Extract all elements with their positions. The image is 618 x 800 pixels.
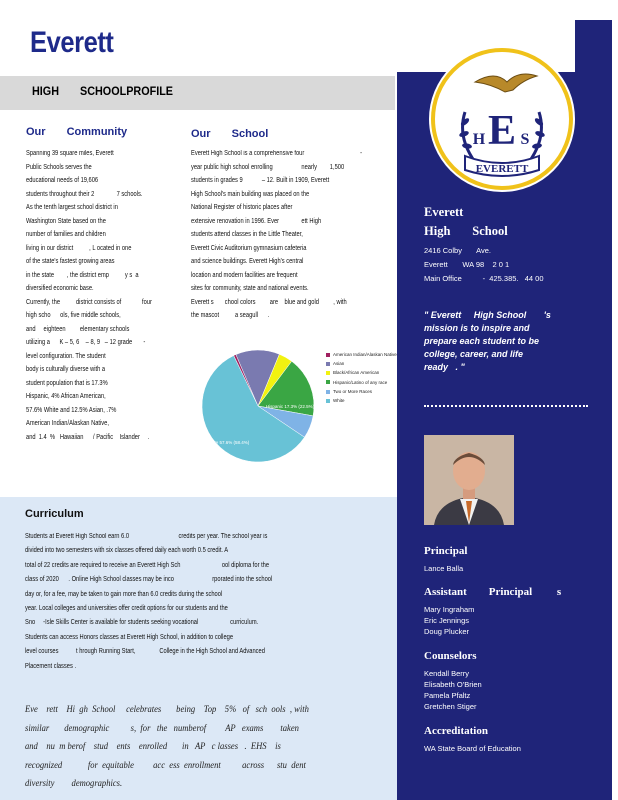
- principal-heading: Principal: [424, 545, 468, 557]
- legend-entry: [326, 387, 397, 396]
- legend-entry: [326, 378, 397, 387]
- legend-entry: [326, 368, 397, 377]
- community-heading: Our Community: [26, 126, 128, 138]
- sidebar-address: 2416 Colby Ave. Everett WA 98 2 0 1 Main Office - 425.385. 44 00: [424, 246, 544, 283]
- curriculum-body: Students at Everett High School earn 6.0 credits per year. The school year is divided into two semesters with six classes offered daily each worth 0.5 credit. A total of 22 credits are required to receive an Everett High Sch ool diploma for the class of 2020 . Online High School classes may be inco rporated into the school day or, for a fee, may be taken to gain more than 6.0 credits during the school year. Local colleges and universities offer credit options for our students and the Sno -Isle Skills Center is available for students seeking vocational curriculum. Students can access Honors classes at Everett High School, in addition to college level courses t hrough Running Start, College in the High School and Advanced Placement classes .: [25, 533, 273, 670]
- school-logo: [431, 48, 573, 190]
- legend-label: Two or More Races: [333, 388, 373, 394]
- assistant-principals-list: Mary Ingraham Eric Jennings Doug Plucker: [424, 605, 475, 636]
- legend-swatch: [326, 353, 330, 357]
- principal-photo: [424, 435, 514, 525]
- person-portrait-icon: [424, 435, 514, 525]
- community-body: Spanning 39 square miles, Everett Public Schools serves the educational needs of 19,606 students throughout their 2 7 schools. As the tenth largest school district in Washington State based on the number of families and children living in our district , L ocated in one of the state's fastest growing areas in the state , the district emp y s a diversified economic base. Currently, the district consists of four high scho ols, five middle schools, and eighteen elementary schools utilizing a K – 5, 6 – 8, 9 – 12 grade - level configuration. The student body is culturally diverse with a student population that is 17.3% Hispanic, 4% African American, 57.6% White and 12.5% Asian, .7% American Indian/Alaskan Native, and 1.4 % Hawaiian / Pacific Islander .: [26, 150, 152, 441]
- demographics-pie-chart: [188, 346, 328, 466]
- pie-data-label: White 57.6% (58.4%): [206, 440, 250, 445]
- counselors-heading: Counselors: [424, 650, 477, 662]
- legend-entry: [326, 350, 397, 359]
- chart-legend: [326, 350, 397, 405]
- counselors-list: Kendall Berry Elisabeth O'Brien Pamela Pfaltz Gretchen Stiger: [424, 669, 482, 711]
- logo-emblem-icon: [435, 52, 569, 186]
- mission-statement: " Everett High School 's mission is to inspire and prepare each student to be college, career, and life ready . ": [424, 310, 551, 372]
- legend-swatch: [326, 390, 330, 394]
- dotted-divider: [424, 405, 588, 407]
- page-subtitle: HIGH SCHOOLPROFILE: [32, 84, 174, 98]
- legend-swatch: [326, 380, 330, 384]
- legend-label: American Indian/Alaskan Native: [333, 352, 397, 357]
- logo-e-letter: E: [487, 108, 517, 154]
- curriculum-heading: Curriculum: [25, 508, 84, 520]
- legend-swatch: [326, 371, 330, 375]
- school-body: Everett High School is a comprehensive four - year public high school enrolling nearly 1,500 students in grades 9 – 12. Built in 1909, Everett High School's main building was placed on the National Register of historic places after extensive renovation in 1996. Ever ett High students attend classes in the Little Theater, Everett Civic Auditorium gymnasium cafeteria and science buildings. Everett High's central location and modern facilities are frequent sites for community, state and national events. Everett s chool colors are blue and gold , with the mascot a seagull .: [191, 150, 362, 319]
- legend-entry: [326, 396, 397, 405]
- legend-label: White: [333, 398, 345, 404]
- assistant-principals-heading: Assistant Principal s: [424, 586, 562, 598]
- legend-swatch: [326, 362, 330, 366]
- pie-data-label: Hispanic 17.3% (22.5%): [265, 404, 315, 409]
- sidebar-top-tab: [575, 20, 612, 76]
- principal-name: Lance Balla: [424, 564, 464, 573]
- logo-banner-text: EVERETT: [475, 163, 529, 175]
- legend-swatch: [326, 399, 330, 403]
- legend-label: Black/African American: [333, 370, 380, 376]
- page-title: Everett: [30, 26, 114, 59]
- legend-entry: [326, 359, 397, 368]
- school-heading: Our School: [191, 128, 269, 140]
- sidebar-school-name: Everett High School: [424, 205, 508, 238]
- logo-s-letter: S: [520, 131, 530, 148]
- legend-label: Asian: [333, 361, 345, 367]
- accreditation-body: WA State Board of Education: [424, 744, 521, 753]
- accreditation-heading: Accreditation: [424, 725, 488, 737]
- curriculum-quote: Eve rett Hi gh School celebrates being Top 5% of sch ools , with similar demographic s, for the numberof AP exams taken and nu m berof stud ents enrolled in AP c lasses . EHS is recognized for equitable acc ess enrollment across stu dent diversity demographics.: [25, 704, 309, 788]
- logo-h-letter: H: [472, 131, 486, 148]
- seagull-icon: [475, 74, 537, 92]
- legend-label: Hispanic/Latino of any race: [333, 379, 388, 385]
